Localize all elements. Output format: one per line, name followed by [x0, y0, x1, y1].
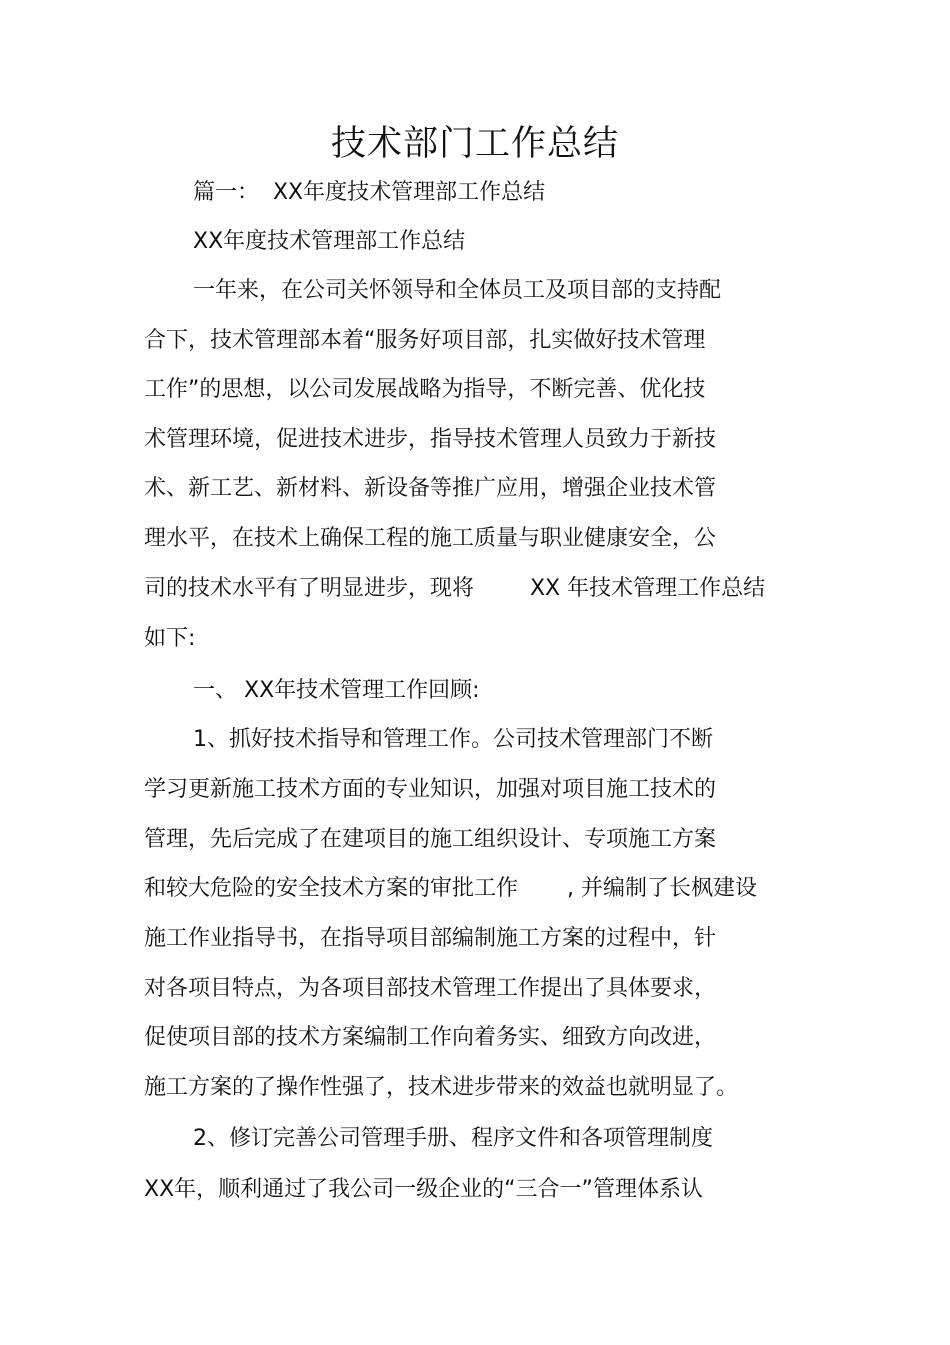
text-line: 1、抓好技术指导和管理工作。公司技术管理部门不断: [193, 727, 713, 752]
text-line: 2、修订完善公司管理手册、程序文件和各项管理制度: [193, 1126, 713, 1151]
section-heading: 一、 XX年技术管理工作回顾:: [193, 678, 480, 703]
text-line: 和较大危险的安全技术方案的审批工作 , 并编制了长枫建设: [144, 876, 757, 901]
text-line: 施工方案的了操作性强了，技术进步带来的效益也就明显了。: [144, 1075, 739, 1100]
text-line: 如下:: [144, 626, 196, 651]
text-line: 学习更新施工技术方面的专业知识，加强对项目施工技术的: [144, 777, 717, 802]
document-title: 技术部门工作总结: [330, 124, 619, 164]
text-line: 一年来，在公司关怀领导和全体员工及项目部的支持配: [193, 278, 722, 303]
text-line: 篇一： XX年度技术管理部工作总结: [193, 180, 546, 205]
text-line: 司的技术水平有了明显进步，现将 XX 年技术管理工作总结: [144, 576, 766, 601]
text-line: 术管理环境，促进技术进步，指导技术管理人员致力于新技: [144, 427, 717, 452]
text-line: XX年，顺利通过了我公司一级企业的“三合一”管理体系认: [144, 1177, 703, 1202]
text-line: 对各项目特点，为各项目部技术管理工作提出了具体要求，: [144, 976, 717, 1001]
text-line: 合下，技术管理部本着“服务好项目部，扎实做好技术管理: [144, 328, 706, 353]
text-line: 促使项目部的技术方案编制工作向着务实、细致方向改进，: [144, 1025, 717, 1050]
text-line: 理水平，在技术上确保工程的施工质量与职业健康安全，公: [144, 526, 717, 551]
text-line: 施工作业指导书，在指导项目部编制施工方案的过程中，针: [144, 926, 717, 951]
text-line: 术、新工艺、新材料、新设备等推广应用，增强企业技术管: [144, 476, 717, 501]
text-line: XX年度技术管理部工作总结: [193, 229, 466, 254]
text-line: 管理，先后完成了在建项目的施工组织设计、专项施工方案: [144, 827, 717, 852]
text-line: 工作”的思想，以公司发展战略为指导，不断完善、优化技: [144, 377, 706, 402]
